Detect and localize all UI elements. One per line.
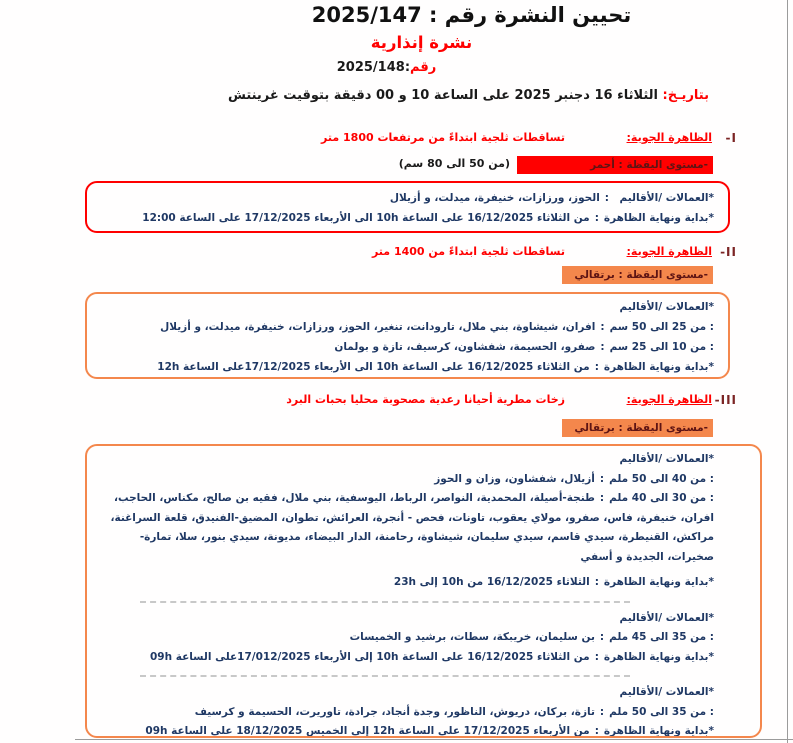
colon-separator: :	[599, 492, 605, 504]
colon-separator: :	[594, 650, 599, 663]
bulletin-title-text: نشرة إنذارية	[370, 33, 473, 52]
section-1-period-row	[97, 208, 714, 228]
provinces-value: الحوز، ورزازات، خنيفرة، ميدلت، و أزيلال	[389, 192, 600, 204]
section-2-phenomenon-text: تساقطات ثلجية ابتداءً من 1400 متر	[371, 245, 565, 258]
range-label: : من 35 الى 45 ملم	[609, 631, 714, 643]
provinces-label: *العمالات /الأقاليم	[619, 192, 714, 204]
range-row	[97, 489, 714, 567]
block-3-period-row	[97, 722, 714, 738]
bulletin-number-value: :2025/148	[336, 60, 411, 75]
date-label: بتاريـخ:	[662, 88, 709, 103]
section-2-phenomenon-label: الظاهرة الجوية:	[626, 245, 712, 258]
section-2-marker: -II	[720, 245, 737, 259]
section-1-vigilance-text: -مستوى اليقظة : أحمر	[590, 159, 708, 171]
colon-separator: :	[599, 472, 605, 485]
colon-separator: :	[594, 576, 599, 588]
range-label: : من 25 الى 50 سم	[609, 321, 714, 333]
colon-separator: :	[594, 361, 599, 373]
range-row	[97, 703, 714, 723]
section-2-alert-box	[85, 292, 730, 379]
bulletin-number	[0, 60, 793, 75]
range-label: : من 30 الى 40 ملم	[609, 492, 714, 504]
period-label: *بداية ونهاية الظاهرة	[603, 650, 714, 663]
dashed-separator	[140, 601, 630, 603]
colon-separator: :	[599, 631, 605, 643]
colon-separator: :	[599, 705, 605, 718]
block-1-period-row	[97, 573, 714, 593]
section-1-phenomenon-label: الظاهرة الجوية:	[626, 131, 712, 144]
period-label: *بداية ونهاية الظاهرة	[603, 576, 714, 588]
update-title	[0, 3, 793, 27]
section-1-amount-note: (من 50 الى 80 سم)	[398, 157, 510, 170]
section-3-alert-box	[85, 444, 762, 738]
provinces-label: *العمالات /الأقاليم	[619, 686, 714, 698]
date-value: الثلاثاء 16 دجنبر 2025 على الساعة 10 و 00 دقيقة بتوقيت غرينتش	[227, 88, 659, 103]
section-3-vigilance-badge	[562, 419, 713, 437]
range-value: أزيلال، شفشاون، وزان و الحوز	[434, 472, 595, 485]
range-row	[97, 317, 714, 337]
period-value: من الأربعاء 17/12/2025 على الساعة 12h إلى الخميس 18/12/2025 على الساعة 09h	[145, 725, 590, 737]
range-value: افران، شيشاوة، بني ملال، تارودانت، تنغير، الحوز، ورزازات، خنيفرة، ميدلت، و أزيلال	[160, 321, 596, 333]
bulletin-number-label: رقم	[410, 60, 437, 75]
bulletin-title	[0, 33, 793, 52]
range-label: : من 35 الى 50 ملم	[609, 705, 714, 718]
range-value: بن سليمان، خريبكة، سطات، برشيد و الخميسات	[349, 631, 595, 643]
range-row	[97, 628, 714, 648]
section-1-phenomenon-text: تساقطات ثلجية ابتداءً من مرتفعات 1800 متر	[321, 131, 565, 144]
section-3-vigilance-text: -مستوى اليقظة : برتقالي	[574, 422, 708, 434]
section-1-provinces-row	[97, 188, 714, 208]
range-row	[97, 337, 714, 357]
provinces-label: *العمالات /الأقاليم	[619, 611, 714, 624]
range-label: : من 40 الى 50 ملم	[609, 472, 714, 485]
block-1-provinces-header	[97, 450, 714, 470]
page-border-right	[787, 0, 788, 743]
period-value: الثلاثاء 16/12/2025 من 10h إلى 23h	[393, 576, 590, 588]
section-3-marker: -III	[714, 393, 737, 407]
page-border-bottom	[75, 739, 793, 740]
period-label: *بداية ونهاية الظاهرة	[603, 361, 714, 373]
colon-separator: :	[594, 725, 599, 737]
colon-separator: :	[600, 321, 605, 333]
colon-separator: :	[594, 212, 599, 224]
period-value: من الثلاثاء 16/12/2025 على الساعة 10h إلى الأربعاء 17/012/2025على الساعة 09h	[149, 650, 590, 663]
range-label: : من 10 الى 25 سم	[609, 341, 714, 353]
section-3-phenomenon-label: الظاهرة الجوية:	[626, 393, 712, 406]
section-2-vigilance-text: -مستوى اليقظة : برتقالي	[574, 269, 708, 281]
section-2-period-row	[97, 357, 714, 377]
range-value: صفرو، الحسيمة، شفشاون، كرسيف، تازة و بولمان	[334, 341, 596, 353]
block-3-provinces-header	[97, 683, 714, 703]
section-1-vigilance-badge	[517, 156, 713, 174]
section-3-phenomenon-text: زخات مطرية أحيانا رعدية مصحوبة محليا بحبات البرد	[286, 393, 565, 406]
section-1-alert-box	[85, 181, 730, 233]
range-value: طنجة-أصيلة، المحمدية، النواصر، الرباط، اليوسفية، بني ملال، فقيه بن صالح، مكناس، الحاجب، افران، خنيفرة، فاس، صفرو، مولاي يعقوب، تاونات، فحص - أنجرة، العرائش، تطوان، المضيق-الفنيدق، قلعة السراغنة، مراكش، القنيطرة، سيدي قاسم، سيدي سليمان، شيشاوة، رحامنة، الدار البيضاء، مديونة، سيدي بنور، سلا، تمارة-صخيرات، الجديدة و أسفي	[110, 492, 714, 563]
section-2-provinces-header	[97, 297, 714, 317]
period-value: من الثلاثاء 16/12/2025 على الساعة 10h الى الأربعاء 17/12/2025على الساعة 12h	[157, 361, 590, 373]
section-2-vigilance-badge	[562, 266, 713, 284]
dashed-separator	[140, 675, 630, 677]
range-row	[97, 470, 714, 490]
block-2-period-row	[97, 648, 714, 668]
date-line	[228, 88, 709, 103]
period-value: من الثلاثاء 16/12/2025 على الساعة 10h الى الأربعاء 17/12/2025 على الساعة 12:00	[142, 212, 590, 224]
period-label: *بداية ونهاية الظاهرة	[603, 725, 714, 737]
period-label: *بداية ونهاية الظاهرة	[603, 212, 714, 224]
provinces-label: *العمالات /الأقاليم	[619, 453, 714, 465]
block-2-provinces-header	[97, 609, 714, 629]
colon-separator: :	[604, 192, 609, 204]
section-1-marker: -I	[725, 131, 737, 145]
colon-separator: :	[600, 341, 605, 353]
update-title-text: تحيين النشرة رقم : 2025/147	[311, 3, 632, 27]
provinces-label: *العمالات /الأقاليم	[619, 301, 714, 313]
range-value: تازة، بركان، دريوش، الناظور، وجدة أنجاد، جرادة، تاوريرت، الحسيمة و كرسيف	[194, 705, 595, 718]
